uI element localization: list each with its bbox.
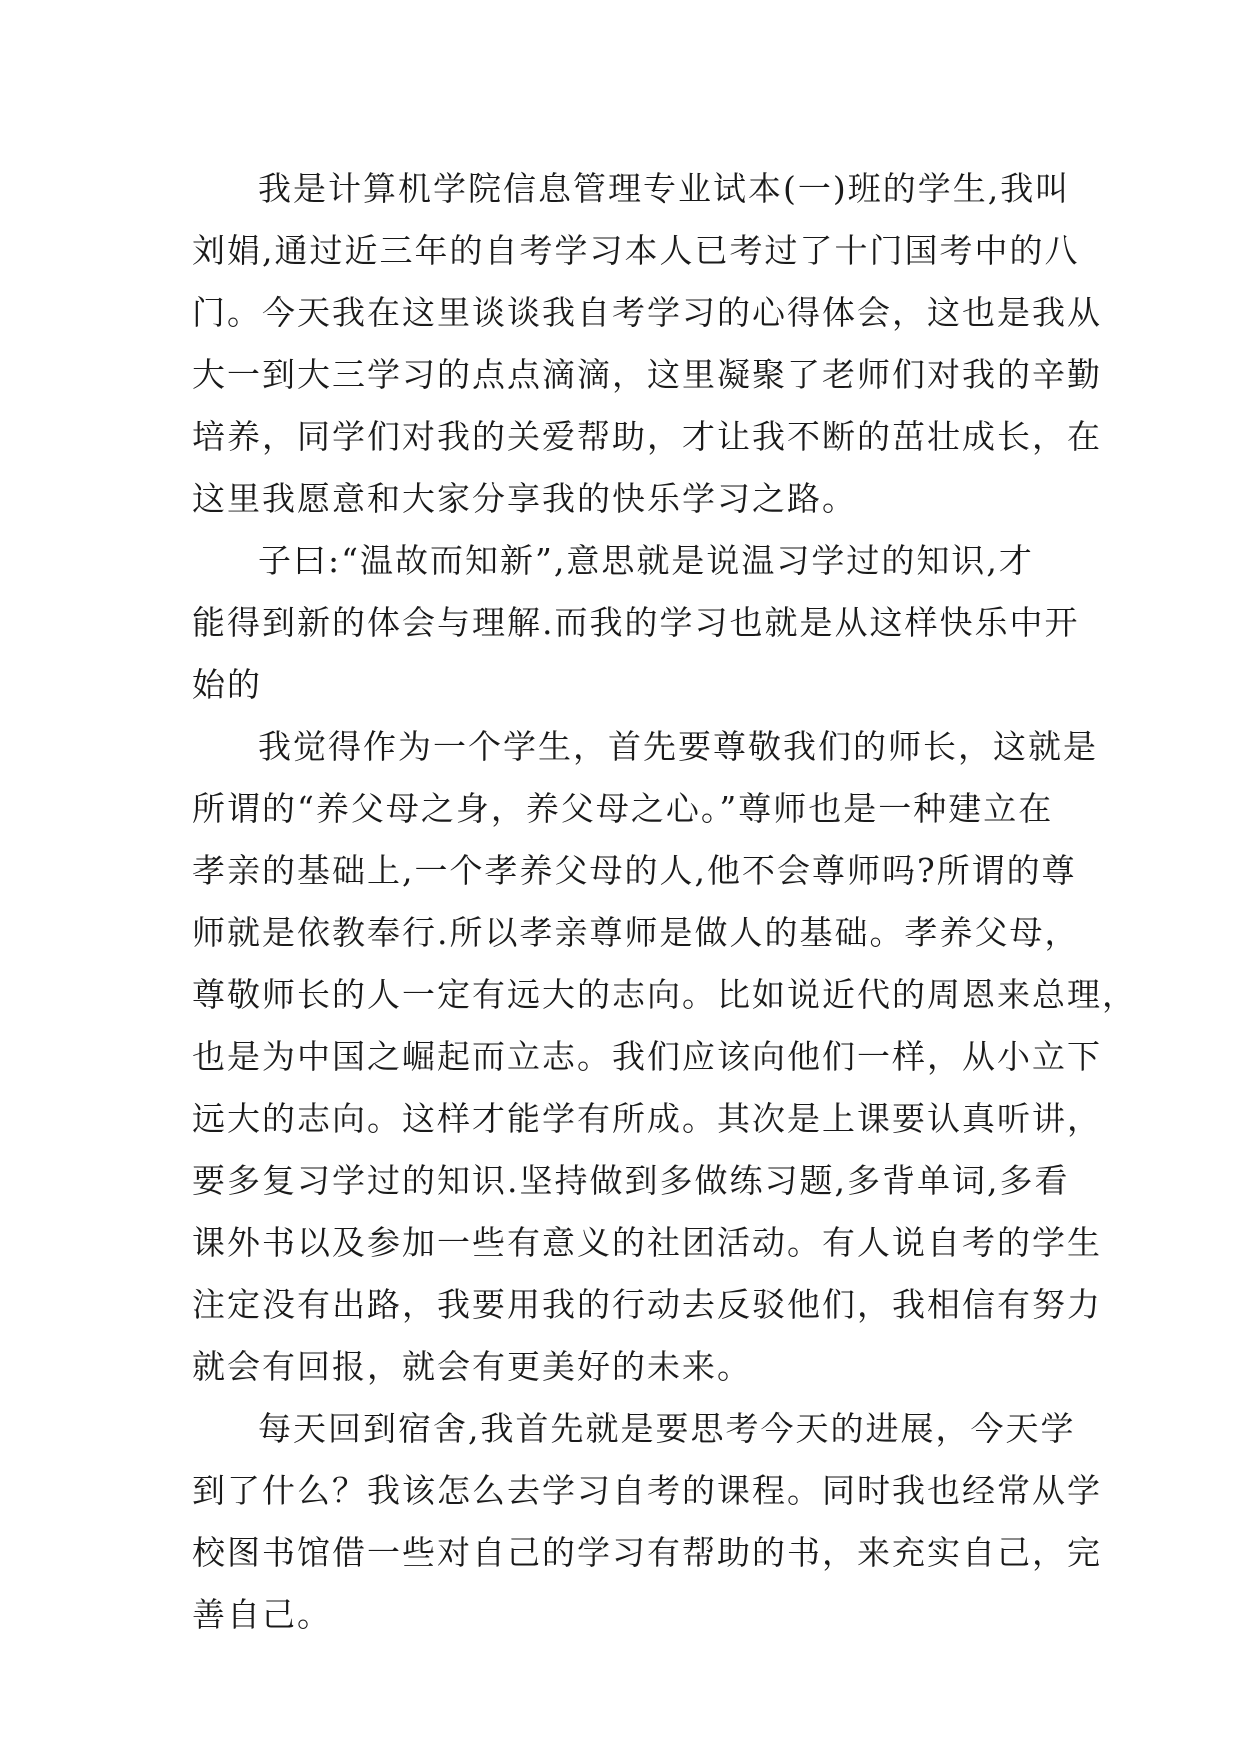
text-line: 始的: [192, 665, 262, 704]
text-line: 门。今天我在这里谈谈我自考学习的心得体会，这也是我从: [192, 293, 1102, 332]
text-line: 所谓的“养父母之身，养父母之心。”尊师也是一种建立在: [192, 789, 1054, 828]
text-line: 能得到新的体会与理解.而我的学习也就是从这样快乐中开: [192, 603, 1080, 642]
text-line: 这里我愿意和大家分享我的快乐学习之路。: [192, 479, 857, 518]
paragraph-3: [192, 716, 1137, 1398]
text-line: 就会有回报，就会有更美好的未来。: [192, 1347, 752, 1386]
text-line: 我觉得作为一个学生，首先要尊敬我们的师长，这就是: [258, 727, 1098, 766]
text-line: 善自己。: [192, 1595, 332, 1634]
text-line: 课外书以及参加一些有意义的社团活动。有人说自考的学生: [192, 1223, 1102, 1262]
text-line: 校图书馆借一些对自己的学习有帮助的书，来充实自己，完: [192, 1533, 1102, 1572]
text-line: 注定没有出路，我要用我的行动去反驳他们，我相信有努力: [192, 1285, 1102, 1324]
text-line: 孝亲的基础上,一个孝养父母的人,他不会尊师吗?所谓的尊: [192, 851, 1077, 890]
text-line: 师就是依教奉行.所以孝亲尊师是做人的基础。孝养父母，: [192, 913, 1080, 952]
text-line: 大一到大三学习的点点滴滴，这里凝聚了老师们对我的辛勤: [192, 355, 1102, 394]
text-line: 尊敬师长的人一定有远大的志向。比如说近代的周恩来总理，: [192, 975, 1137, 1014]
text-line: 也是为中国之崛起而立志。我们应该向他们一样，从小立下: [192, 1037, 1102, 1076]
text-line: 刘娟,通过近三年的自考学习本人已考过了十门国考中的八: [192, 231, 1080, 270]
text-line: 每天回到宿舍,我首先就是要思考今天的进展，今天学: [258, 1409, 1076, 1448]
text-line: 我是计算机学院信息管理专业试本(一)班的学生,我叫: [258, 169, 1071, 208]
paragraph-2: [192, 530, 1080, 716]
text-line: 远大的志向。这样才能学有所成。其次是上课要认真听讲，: [192, 1099, 1102, 1138]
paragraph-1: [192, 158, 1102, 530]
text-line: 培养，同学们对我的关爱帮助，才让我不断的茁壮成长，在: [192, 417, 1102, 456]
text-line: 要多复习学过的知识.坚持做到多做练习题,多背单词,多看: [192, 1161, 1070, 1200]
text-line: 子曰:“温故而知新”,意思就是说温习学过的知识,才: [258, 541, 1034, 580]
text-line: 到了什么？我该怎么去学习自考的课程。同时我也经常从学: [192, 1471, 1102, 1510]
paragraph-4: [192, 1398, 1102, 1646]
document-body: [192, 158, 1137, 1646]
